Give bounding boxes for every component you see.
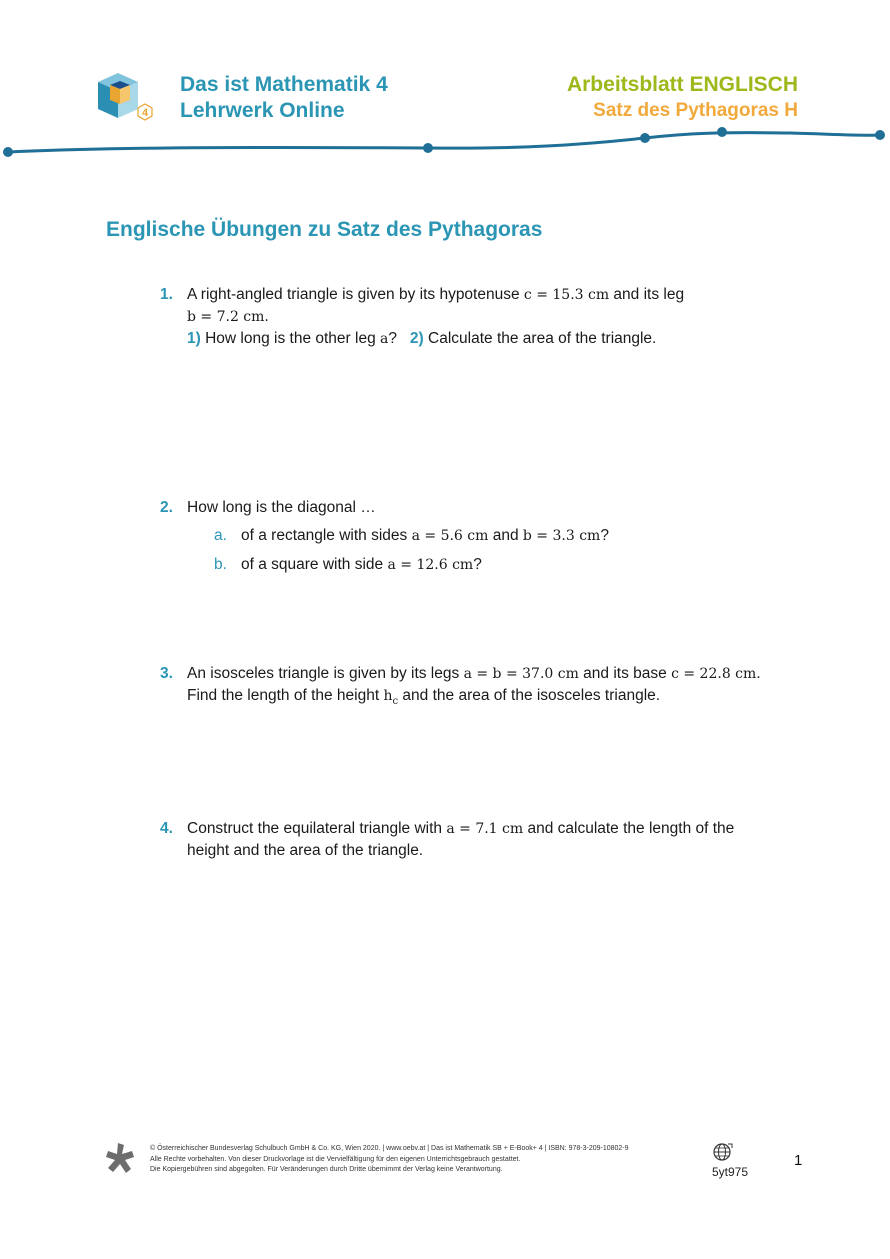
item-letter: b.: [214, 556, 227, 573]
text: height and the area of the triangle.: [187, 842, 424, 859]
sheet-type: Arbeitsblatt ENGLISCH: [566, 73, 798, 96]
math-base: c = 22.8 cm.: [671, 666, 761, 682]
text: of a rectangle with sides: [241, 527, 412, 544]
brand-title: [180, 72, 388, 124]
question-text: Calculate the area of the triangle.: [423, 330, 657, 347]
math-legs: a = b = 37.0 cm: [463, 666, 579, 682]
math-hypotenuse: c = 15.3 cm: [523, 287, 610, 303]
text: A right-angled triangle is given by its hypotenuse: [187, 286, 524, 303]
question-number: 1): [187, 330, 201, 347]
exercise-number: 4.: [160, 820, 173, 837]
question-text: How long is the other leg: [200, 330, 381, 347]
list-item: [214, 554, 790, 576]
exercise-text: [187, 818, 790, 840]
exercise-questions: [187, 328, 790, 350]
math-side-a: a = 5.6 cm: [411, 528, 489, 544]
page-title: Englische Übungen zu Satz des Pythagoras: [106, 218, 543, 241]
exercise-4: [150, 818, 790, 862]
text: of a square with side: [241, 556, 388, 573]
text: and its leg: [609, 286, 685, 303]
text: Find the length of the height: [187, 687, 384, 704]
item-letter: a.: [214, 527, 227, 544]
text: ?: [473, 556, 482, 573]
list-item: [214, 525, 790, 547]
exercise-text: How long is the diagonal …: [187, 499, 376, 516]
sheet-title: [567, 72, 798, 124]
math-var: a: [380, 331, 389, 347]
copyright-text: [150, 1144, 690, 1176]
exercise-3: [150, 663, 790, 713]
text: ?: [600, 527, 609, 544]
page-number: 1: [794, 1152, 803, 1169]
text: ?: [388, 330, 397, 347]
text: and: [488, 527, 523, 544]
exercise-text: [187, 663, 790, 685]
copyright-line: Alle Rechte vorbehalten. Von dieser Druckvorlage ist die Vervielfältigung für den eigenen Unterrichtsgebrauch gestattet.: [150, 1155, 521, 1163]
brand-line-2: Lehrwerk Online: [180, 99, 345, 122]
logo-number: 4: [141, 107, 149, 119]
text: and the area of the isosceles triangle.: [398, 687, 661, 704]
online-code[interactable]: 5yt975: [712, 1165, 749, 1179]
math-side-b: b = 3.3 cm: [522, 528, 601, 544]
text: and calculate the length of the: [523, 820, 735, 837]
math-subscript: c: [392, 696, 399, 708]
exercise-number: 3.: [160, 665, 173, 682]
text: Construct the equilateral triangle with: [187, 820, 447, 837]
copyright-line: Die Kopiergebühren sind abgegolten. Für Veränderungen durch Dritte übernimmt der Verlag keine Verantwortung.: [150, 1166, 503, 1173]
exercise-number: 1.: [160, 286, 173, 303]
exercise-2: [150, 497, 790, 583]
copyright-line: © Österreichischer Bundesverlag Schulbuch GmbH & Co. KG, Wien 2020. | www.oebv.at | Das ist Mathematik SB + E-Book+ 4 | ISBN: 978-3-209-10802-9: [150, 1145, 629, 1152]
text: and its base: [578, 665, 672, 682]
globe-icon[interactable]: [712, 1141, 734, 1163]
math-height: h: [383, 688, 393, 704]
math-side: a = 7.1 cm: [446, 821, 524, 837]
question-number: 2): [409, 330, 424, 347]
math-side: a = 12.6 cm: [387, 557, 474, 573]
exercise-number: 2.: [160, 499, 173, 516]
sheet-topic: Satz des Pythagoras H: [593, 100, 798, 121]
math-leg: b = 7.2 cm.: [187, 309, 269, 325]
publisher-logo-icon: [104, 1141, 136, 1175]
brand-line-1: Das ist Mathematik 4: [180, 73, 388, 96]
text: An isosceles triangle is given by its legs: [187, 665, 464, 682]
header-wave-line: [0, 120, 890, 170]
exercise-text: [187, 284, 790, 306]
exercise-1: [150, 284, 790, 350]
